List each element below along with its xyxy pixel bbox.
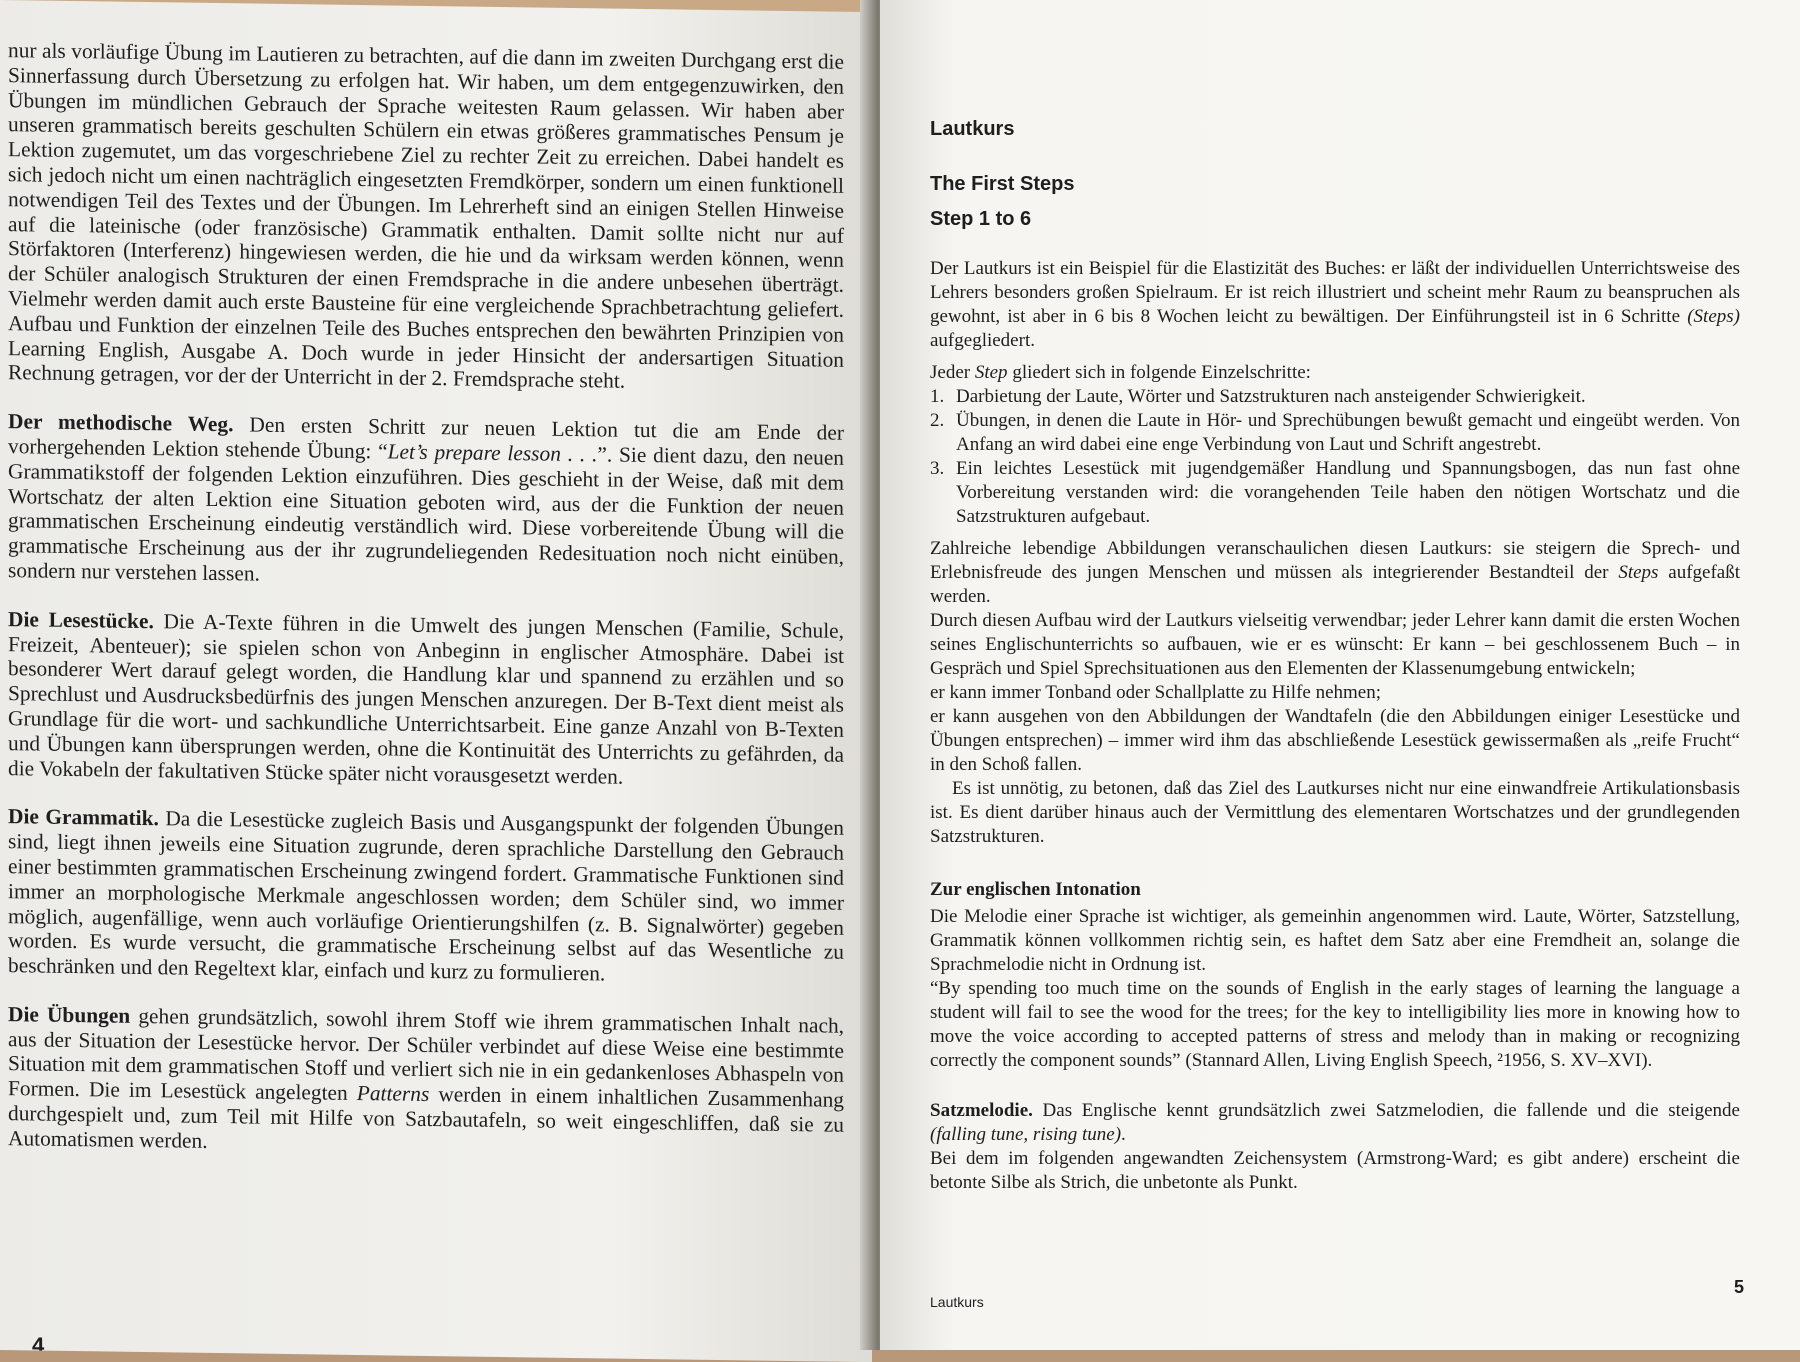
subtitle-first-steps: The First Steps [930,173,1075,195]
satzmelodie-heading: Satzmelodie. [930,1100,1033,1121]
left-intro-paragraph: nur als vorläufige Übung im Lautieren zu betrachten, auf die dann im zweiten Durchgang erst die Sinnerfassung durch Übersetzung zu erfolgen hat. Wir haben, um dem entgegenzuwirken, den Übungen im mündlichen Gebrauch der Sprache weitesten Raum gelassen. Wir haben aber unseren grammatisch bereits geschulten Schülern ein etwas größeres grammatisches Pensum je Lektion zugemutet, um das vorgeschriebene Ziel zu rechter Zeit zu erreichen. Dabei handelt es sich jedoch nicht um einen nachträglich eingesetzten Fremdkörper, sondern um einen funktionell notwendigen Teil des Textes und der Übungen. Im Lehrerheft sind an einigen Stellen Hinweise auf die lateinische (oder französische) Grammatik enthalten. Damit sollte nicht nur auf Störfaktoren (Interferenz) hingewiesen werden, die hie und da wirksam werden können, wenn der Schüler analogisch Strukturen der einen Fremdsprache in die andere unbesehen überträgt. Vielmehr werden damit auch erste Bausteine für eine vergleichende Sprachbetrachtung geliefert. Aufbau und Funktion der einzelnen Teile des Buches entsprechen den bewährten Prinzipien von Learning English, Ausgabe A. Doch wurde in jeder Hinsicht der andersartigen Situation Rechnung getragen, vor der der Unterricht in der 2. Fremdsprache steht. [8,38,844,394]
list-item: 1. Darbietung der Laute, Wörter und Satzstrukturen nach ansteigender Schwierigkeit. [930,386,1586,407]
left-page [0,0,872,1362]
section-lesestuecke: Die Lesestücke. Die A-Texte führen in die Umwelt des jungen Menschen (Familie, Schule, Freizeit, Abenteuer); sie spielen schon von Anbeginn in englischer Atmosphäre. Dabei ist besonderer Wert darauf gelegt worden, die Handlung klar und spannend zu erzählen und so Sprechlust und Ausdrucksbedürfnis des jungen Menschen anzuregen. Der B-Text dient meist als Grundlage für die wort- und sachkundliche Unterrichtsarbeit. Eine ganze Anzahl von B-Texten und Übungen kann übersprungen werden, ohne die Kontinuität des Unterrichts zu gefährden, da die Vokabeln der fakultativen Stücke später nicht vorausgesetzt werden. [8,606,845,789]
section-uebungen: Die Übungen gehen grundsätzlich, sowohl ihrem Stoff wie ihrem grammatischen Inhalt nach, aus der Situation der Lesestücke hervor. Der Schüler verbindet auf diese Weise eine bestimmte Situation mit dem grammatischen Stoff und verliert sich nie in ein gedankenloses Abhaspeln von Formen. Die im Lesestück angelegten Patterns werden in einem inhaltlichen Zusammenhang durchgespielt und, zum Teil mit Hilfe von Satzbautafeln, so weit eingeschliffen, daß sie zu Automatismen werden. [8,1002,845,1153]
section-heading: Die Lesestücke. [8,606,154,633]
paragraph-tonband: er kann immer Tonband oder Schallplatte zu Hilfe nehmen; [930,682,1382,703]
quote-stannard-allen: “By spending too much time on the sounds of English in the early stages of learning the language a student will fail to see the wood for the trees; for the key to intelligibility lies more in knowing how to move the voice according to accepted patterns of stress and melody than in making or recognizing correctly the component sounds” (Stannard Allen, Living English Speech, ²1956, S. XV–XVI). [930,978,1740,1071]
subtitle-step-range: Step 1 to 6 [930,208,1032,230]
paragraph-elastizitaet: Der Lautkurs ist ein Beispiel für die Elastizität des Buches: er läßt der individuellen Unterrichtsweise des Lehrers besonders großen Spielraum. Er ist reich illustriert und scheint mehr Raum zu beanspruchen als gewohnt, ist aber in 6 bis 8 Wochen leicht zu bewältigen. Der Einführungsteil ist in 6 Schritte (Steps) aufgegliedert. [930,258,1740,351]
section-grammatik: Die Grammatik. Da die Lesestücke zugleich Basis und Ausgangspunkt der folgenden Übungen sind, liegt ihnen jeweils eine Situation zugrunde, deren sprachliche Darstellung den Gebrauch einer bestimmten grammatischen Erscheinung zwingend fordert. Grammatische Funktionen sind immer an morphologische Merkmale angeschlossen worden; dem Schüler sind, wo immer möglich, augenfällige, wenn auch vorläufige Orientierungshilfen (z. B. Signalwörter) gegeben worden. Es wurde versucht, die grammatische Erscheinung selbst auf das Wesentliche zu beschränken und den Regeltext klar, einfach und kurz zu formulieren. [8,804,844,986]
list-item: 2. Übungen, in denen die Laute in Hör- und Sprechübungen bewußt gemacht und eingeübt werden. Von Anfang an wird dabei eine enge Verbindung von Laut und Schrift angestrebt. [930,410,1740,455]
right-page-number: 5 [1733,1277,1744,1297]
section-heading: Der methodische Weg. [8,409,234,437]
paragraph-aufbau: Durch diesen Aufbau wird der Lautkurs vielseitig verwendbar; jeder Lehrer kann damit die ersten Wochen seines Englischunterrichts so aufbauen, wie er es wünscht: Er kann – bei geschlossenem Buch – in Gespräch und Spiel Sprechsituationen aus den Elementen der Klassenumgebung entwickeln; [930,610,1740,679]
intonation-heading: Zur englischen Intonation [930,879,1141,900]
section-methodische-weg: Der methodische Weg. Den ersten Schritt zur neuen Lektion tut die am Ende der vorhergehenden Lektion stehende Übung: “Let’s prepare lesson . . .”. Sie dient dazu, den neuen Grammatikstoff der folgenden Lektion einzuführen. Dies geschieht in der Weise, daß mit dem Wortschatz der alten Lektion eine Situation geboten wird, aus der die Funktion der neuen grammatischen Erscheinung eindeutig verständlich wird. Diese vorbereitende Übung will die grammatische Erscheinung aus der ihr zugrundeliegenden Redesituation noch nicht einüben, sondern nur verstehen lassen. [8,409,845,586]
paragraph-zeichensystem: Bei dem im folgenden angewandten Zeichensystem (Armstrong-Ward; es gibt andere) erscheint die betonte Silbe als Strich, die unbetonte als Punkt. [930,1148,1740,1193]
paragraph-einzelschritte: Jeder Step gliedert sich in folgende Einzelschritte: [930,362,1311,383]
page-title: Lautkurs [930,118,1015,140]
section-heading: Die Grammatik. [8,804,159,831]
steps-list [930,385,1740,529]
paragraph-wandtafeln: er kann ausgehen von den Abbildungen der Wandtafeln (die den Abbildungen einiger Lesestücke und Übungen entsprechen) – immer wird ihm das abschließende Lesestück gewissermaßen als „reife Frucht“ in den Schoß fallen. [930,706,1740,775]
paragraph-abbildungen: Zahlreiche lebendige Abbildungen veranschaulichen diesen Lautkurs: sie steigern die Sprech- und Erlebnisfreude des jungen Menschen und müssen als integrierender Bestandteil der Steps aufgefaßt werden. [930,538,1740,607]
paragraph-ziel: Es ist unnötig, zu betonen, daß das Ziel des Lautkurses nicht nur eine einwandfreie Artikulationsbasis ist. Es dient darüber hinaus auch der Vermittlung des elementaren Wortschatzes und der grundlegenden Satzstrukturen. [930,778,1740,847]
list-item: 3. Ein leichtes Lesestück mit jugendgemäßer Handlung und Spannungsbogen, das nun fast ohne Vorbereitung verstanden wird: die vorangehenden Teile haben den nötigen Wortschatz und die Satzstrukturen aufgebaut. [930,458,1740,527]
left-page-number: 4 [32,1332,45,1358]
running-footer: Lautkurs [930,1294,984,1310]
paragraph-satzmelodie: Satzmelodie. Das Englische kennt grundsätzlich zwei Satzmelodien, die fallende und die steigende (falling tune, rising tune). [930,1100,1740,1145]
right-page [880,0,1800,1350]
section-heading: Die Übungen [8,1002,131,1028]
paragraph-melodie: Die Melodie einer Sprache ist wichtiger, als gemeinhin angenommen wird. Laute, Wörter, Satzstellung, Grammatik können vollkommen richtig sein, es haftet dem Satz aber eine Fremdheit an, solange die Sprachmelodie nicht in Ordnung ist. [930,906,1740,975]
